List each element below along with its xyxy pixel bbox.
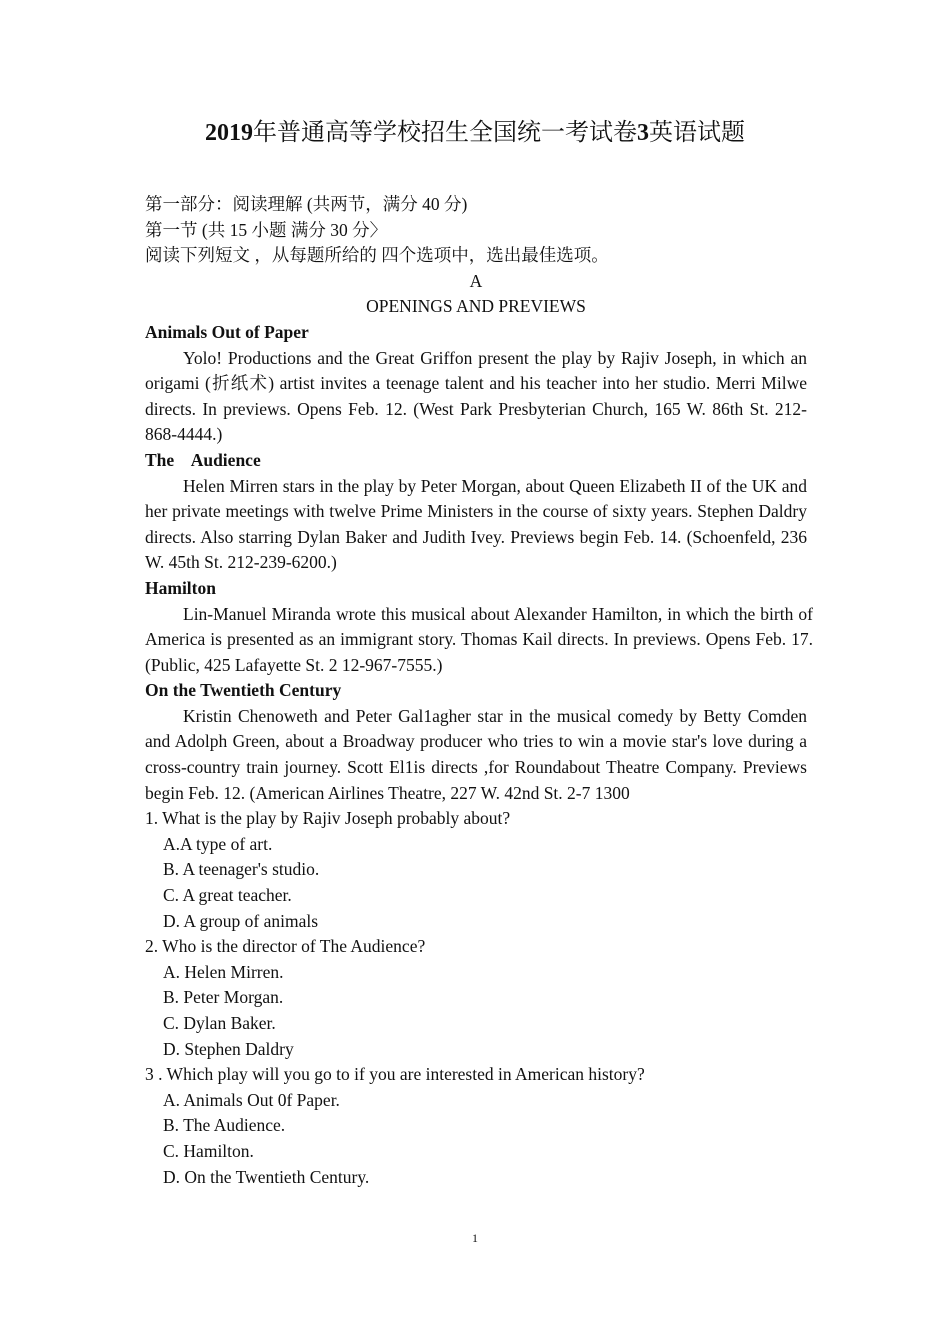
option-1d: D. A group of animals bbox=[163, 910, 319, 931]
document-body bbox=[145, 192, 813, 1190]
option-1c: C. A great teacher. bbox=[163, 885, 292, 906]
title-year: 2019 bbox=[205, 120, 253, 146]
option-1a: A.A type of art. bbox=[163, 833, 273, 854]
option-3c: C. Hamilton. bbox=[163, 1140, 254, 1161]
title-text: 年普通高等学校招生全国统一考试卷 bbox=[253, 120, 637, 146]
option-2d: D. Stephen Daldry bbox=[163, 1038, 294, 1059]
passage-letter: A bbox=[469, 270, 483, 291]
item-heading: On the Twentieth Century bbox=[145, 680, 342, 701]
item-text: Lin-Manuel Miranda wrote this musical about Alexander Hamilton, in which the birth of America is presented as an immigrant story. Thomas Kail directs. In previews. Opens Feb. 17. (Public, 425 Lafayette St. 2 12-967-7555.) bbox=[145, 603, 813, 675]
option-3b: B. The Audience. bbox=[163, 1115, 286, 1136]
question-2: 2. Who is the director of The Audience? bbox=[145, 936, 426, 957]
section-heading: 第一节 (共 15 小题 满分 30 分〉 bbox=[145, 219, 388, 240]
passage-title: OPENINGS AND PREVIEWS bbox=[366, 296, 586, 317]
question-list bbox=[145, 806, 807, 1190]
option-1b: B. A teenager's studio. bbox=[163, 859, 320, 880]
item-heading: The Audience bbox=[145, 449, 261, 470]
part-heading: 第一部分：阅读理解 (共两节，满分 40 分) bbox=[145, 194, 468, 214]
title-number: 3 bbox=[637, 120, 649, 146]
option-2a: A. Helen Mirren. bbox=[163, 961, 284, 982]
document-title bbox=[0, 118, 950, 148]
item-heading: Animals Out of Paper bbox=[145, 321, 309, 342]
item-text: Helen Mirren stars in the play by Peter Morgan, about Queen Elizabeth II of the UK and her private meetings with twelve Prime Ministers in the course of sixty years. Stephen Daldry directs. Also starring Dylan Baker and Judith Ivey. Previews begin Feb. 14. (Schoenfeld, 236 W. 45th St. 212-239-6200.) bbox=[145, 475, 807, 573]
option-3d: D. On the Twentieth Century. bbox=[163, 1166, 370, 1187]
item-text: Yolo! Productions and the Great Griffon present the play by Rajiv Joseph, in which an origami (折纸术) artist invites a teenage talent and his teacher into her studio. Merri Milwe directs. In previews. Opens Feb. 12. (West Park Presbyterian Church, 165 W. 86th St. 212-868-4444.) bbox=[145, 347, 807, 445]
question-1: 1. What is the play by Rajiv Joseph probably about? bbox=[145, 808, 511, 829]
option-2b: B. Peter Morgan. bbox=[163, 987, 284, 1008]
title-tail: 英语试题 bbox=[649, 120, 745, 146]
page-number: 1 bbox=[472, 1231, 478, 1245]
option-2c: C. Dylan Baker. bbox=[163, 1013, 276, 1033]
option-3a: A. Animals Out 0f Paper. bbox=[163, 1089, 340, 1110]
question-3: 3 . Which play will you go to if you are interested in American history? bbox=[145, 1064, 645, 1085]
item-text: Kristin Chenoweth and Peter Gal1agher star in the musical comedy by Betty Comden and Adolph Green, about a Broadway producer who tries to win a movie star's love during a cross-country train journey. Scott El1is directs ,for Roundabout Theatre Company. Previews begin Feb. 12. (American Airlines Theatre, 227 W. 42nd St. 2-7 1300 bbox=[145, 705, 807, 803]
directions-text: 阅读下列短文 ，从每题所给的 四个选项中，选出最佳选项。 bbox=[145, 245, 609, 266]
item-heading: Hamilton bbox=[145, 577, 216, 598]
